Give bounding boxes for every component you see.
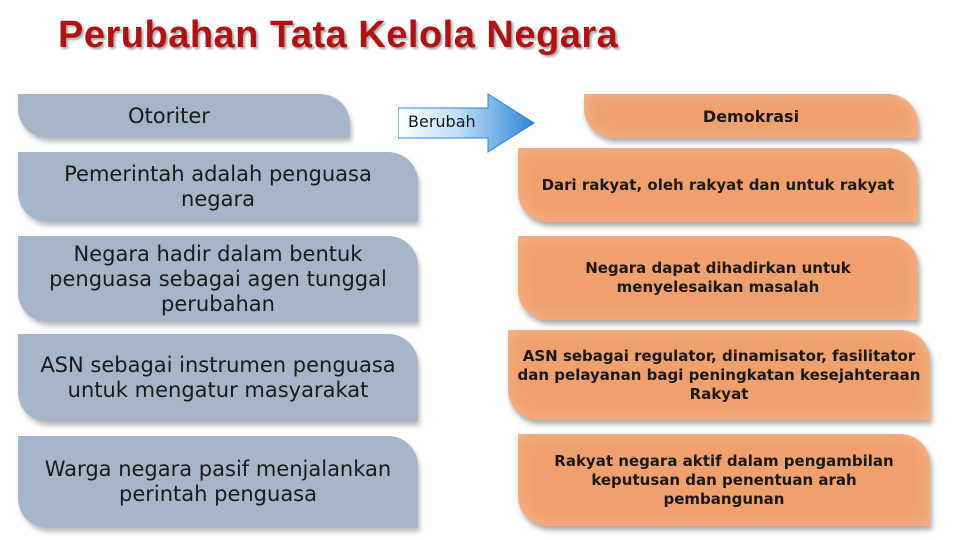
demokrasi-item-text: Negara dapat dihadirkan untuk menyelesaikan masalah <box>585 259 851 296</box>
demokrasi-item-2 <box>518 236 918 320</box>
demokrasi-item-4 <box>518 434 930 526</box>
otoriter-header-label: Otoriter <box>128 104 210 128</box>
otoriter-header <box>18 94 350 138</box>
arrow-label: Berubah <box>408 112 476 131</box>
otoriter-item-4 <box>18 436 418 528</box>
otoriter-item-2 <box>18 236 418 322</box>
otoriter-item-3 <box>18 334 418 422</box>
demokrasi-item-text: Rakyat negara aktif dalam pengambilan keputusan dan penentuan arah pembangunan <box>554 451 894 508</box>
demokrasi-header-label: Demokrasi <box>702 106 800 126</box>
otoriter-item-text: Pemerintah adalah penguasa negara <box>64 162 372 211</box>
demokrasi-item-3 <box>508 330 930 420</box>
demokrasi-item-1 <box>518 148 918 222</box>
page-title: Perubahan Tata Kelola Negara <box>58 14 619 56</box>
otoriter-item-text: Warga negara pasif menjalankan perintah penguasa <box>44 457 392 506</box>
demokrasi-item-text: ASN sebagai regulator, dinamisator, fasilitator dan pelayanan bagi peningkatan kesejahteraan Rakyat <box>517 346 921 403</box>
otoriter-item-1 <box>18 152 418 222</box>
otoriter-item-text: Negara hadir dalam bentuk penguasa sebagai agen tunggal perubahan <box>49 241 387 316</box>
demokrasi-header <box>584 94 918 138</box>
otoriter-item-text: ASN sebagai instrumen penguasa untuk mengatur masyarakat <box>40 353 396 402</box>
demokrasi-item-text: Dari rakyat, oleh rakyat dan untuk rakyat <box>541 175 895 194</box>
